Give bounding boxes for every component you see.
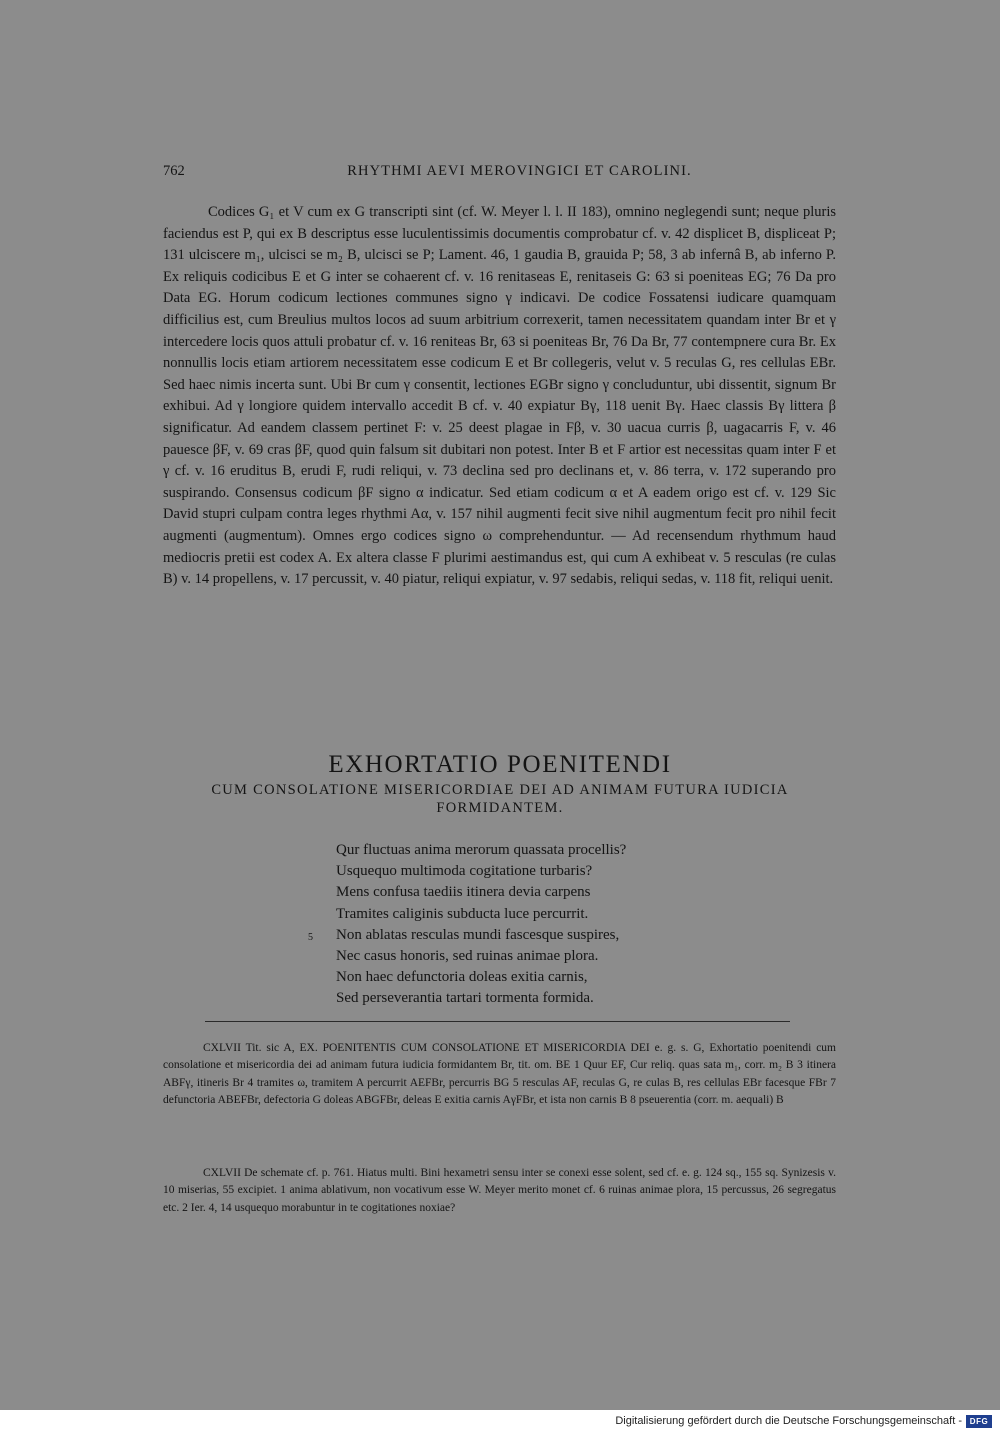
subtitle-line-1: CUM CONSOLATIONE MISERICORDIAE DEI AD ANIMAM FUTURA IUDICIA bbox=[211, 782, 789, 798]
page-number: 762 bbox=[163, 163, 185, 179]
verse-text: Tramites caliginis subducta luce percurrit. bbox=[336, 905, 589, 922]
commentary-notes bbox=[163, 1165, 836, 1217]
intro-paragraph bbox=[163, 202, 836, 591]
verse-line bbox=[300, 946, 780, 967]
verse-text: Usquequo multimoda cogitatione turbaris? bbox=[336, 863, 593, 880]
poem-subtitle bbox=[150, 781, 850, 817]
digitization-footer bbox=[0, 1410, 1000, 1434]
commentary-text: CXLVII De schemate cf. p. 761. Hiatus multi. Bini hexametri sensu inter se conexi esse solent, sed cf. e. g. 124 sq., 155 sq. Synizesis v. 10 miserias, 55 excipiet. 1 anima ablativum, non vocativum esse W. Meyer merito monet cf. 6 ruinas animae plora, 15 percussus, 26 segregatus etc. 2 Ier. 4, 14 usquequo morabuntur in te cogitationes noxiae? bbox=[163, 1167, 836, 1214]
dfg-logo: DFG bbox=[966, 1415, 992, 1428]
verse-text: Qur fluctuas anima merorum quassata procellis? bbox=[336, 842, 627, 858]
footnote-divider bbox=[205, 1021, 790, 1022]
verse-line bbox=[300, 904, 780, 925]
line-number: 5 bbox=[308, 931, 313, 943]
poem-title: EXHORTATIO POENITENDI bbox=[328, 751, 672, 778]
running-title: RHYTHMI AEVI MEROVINGICI ET CAROLINI. bbox=[347, 163, 692, 179]
verse-line bbox=[300, 840, 780, 861]
verse-text: Nec casus honoris, sed ruinas animae plora. bbox=[336, 948, 599, 965]
verse-line bbox=[300, 988, 780, 1009]
verse-text: Non haec defunctoria doleas exitia carnis, bbox=[336, 969, 588, 986]
verse-line bbox=[300, 967, 780, 988]
poem-body bbox=[300, 840, 780, 1010]
verse-line bbox=[300, 861, 780, 882]
verse-text: Sed perseverantia tartari tormenta formida. bbox=[336, 990, 594, 1007]
verse-text: Non ablatas resculas mundi fascesque suspires, bbox=[336, 926, 620, 943]
subtitle-line-2: FORMIDANTEM. bbox=[436, 800, 564, 816]
footer-credit: Digitalisierung gefördert durch die Deutsche Forschungsgemeinschaft - bbox=[615, 1415, 962, 1427]
verse-text: Mens confusa taediis itinera devia carpens bbox=[336, 884, 591, 901]
critical-apparatus bbox=[163, 1040, 836, 1109]
page-header bbox=[163, 163, 836, 185]
verse-line bbox=[300, 925, 780, 946]
apparatus-text: CXLVII Tit. sic A, EX. POENITENTIS CUM CONSOLATIONE ET MISERICORDIA DEI e. g. s. G, Exhortatio poenitendi cum consolatione et misericordia dei ad animam futura iudicia formidantem Br, tit. om. BE 1 Quur EF, Cur reliq. quas sata m₁, corr. m₂ B 3 itinera ABFγ, itineris Br 4 tramites ω, tramitem A percurrit AEFBr, percurris BG 5 resculas AF, reculas G, re culas B, res cellulas EBr facesque FBr 7 defunctoria ABEFBr, defectoria G doleas ABGFBr, deleas E exitia carnis AγFBr, et ista non carnis B 8 pseuerentia (corr. m. aequali) B bbox=[163, 1042, 836, 1106]
intro-text: Codices G₁ et V cum ex G transcripti sint (cf. W. Meyer l. l. II 183), omnino neglegendi sunt; neque pluris faciendus est P, qui ex B descriptus esse luculentissimis documentis comprobatur cf. v. 42 displicet B, displiceat P; 131 ulciscere m₁, ulcisci se m₂ B, ulcisci se P; Lament. 46, 1 gaudia B, grauida P; 58, 3 ab infernâ B, ab inferno P. Ex reliquis codicibus E et G inter se cohaerent cf. v. 16 renitaseas E, renitaseis G: 63 si poeniteas EG; 76 Da pro Data EG. Horum codicum lectiones communes signo γ indicavi. De codice Fossatensi iudicare quamquam difficilius est, cum Breulius multos locos ad suum arbitrium correxerit, tamen necessitatem quandam inter Br et γ intercedere locis quos attuli probatur cf. v. 16 reniteas Br, 63 si poeniteas Br, 76 Da Br, 77 contempnere cura Br. Ex nonnullis locis etiam artiorem necessitatem esse codicum E et Br collegeris, velut v. 5 reculas G, res cellulas EBr. Sed haec nimis incerta sunt. Ubi Br cum γ consentit, lectiones EGBr signo γ concluduntur, ubi dissentit, signum Br exhibui. Ad γ longiore quidem intervallo accedit B cf. v. 40 expiatur Bγ, 118 uenit Bγ. Haec classis Bγ littera β significatur. Ad eandem classem pertinet F: v. 25 deest plagae in Fβ, v. 30 uacua curris β, uagacarris F, v. 46 pauesce βF, v. 69 cras βF, quod quin falsum sit dubitari non potest. Inter B et F artior est necessitas quam inter F et γ cf. v. 16 eruditus B, erudi F, rudi reliqui, v. 73 declina sed pro declinans et, v. 86 terra, v. 172 superando pro suspirando. Consensus codicum βF signo α indicatur. Sed etiam codicum α et A eadem origo est cf. v. 129 Sic David stupri culpam contra leges rhythmi Aα, v. 157 nihil augmenti fecit sive nihil augmentum fecit pro nihil fecit augmenti (augmentum). Omnes ergo codices signo ω comprehenduntur. — Ad recensendum rhythmum haud mediocris pretii est codex A. Ex altera classe F plurimi aestimandus est, qui cum A exhibeat v. 5 resculas (re culas B) v. 14 propellens, v. 17 percussit, v. 40 piatur, reliqui expiatur, v. 97 sedabis, reliqui sedas, v. 118 fit, reliqui uenit. bbox=[163, 204, 836, 588]
verse-line bbox=[300, 882, 780, 903]
